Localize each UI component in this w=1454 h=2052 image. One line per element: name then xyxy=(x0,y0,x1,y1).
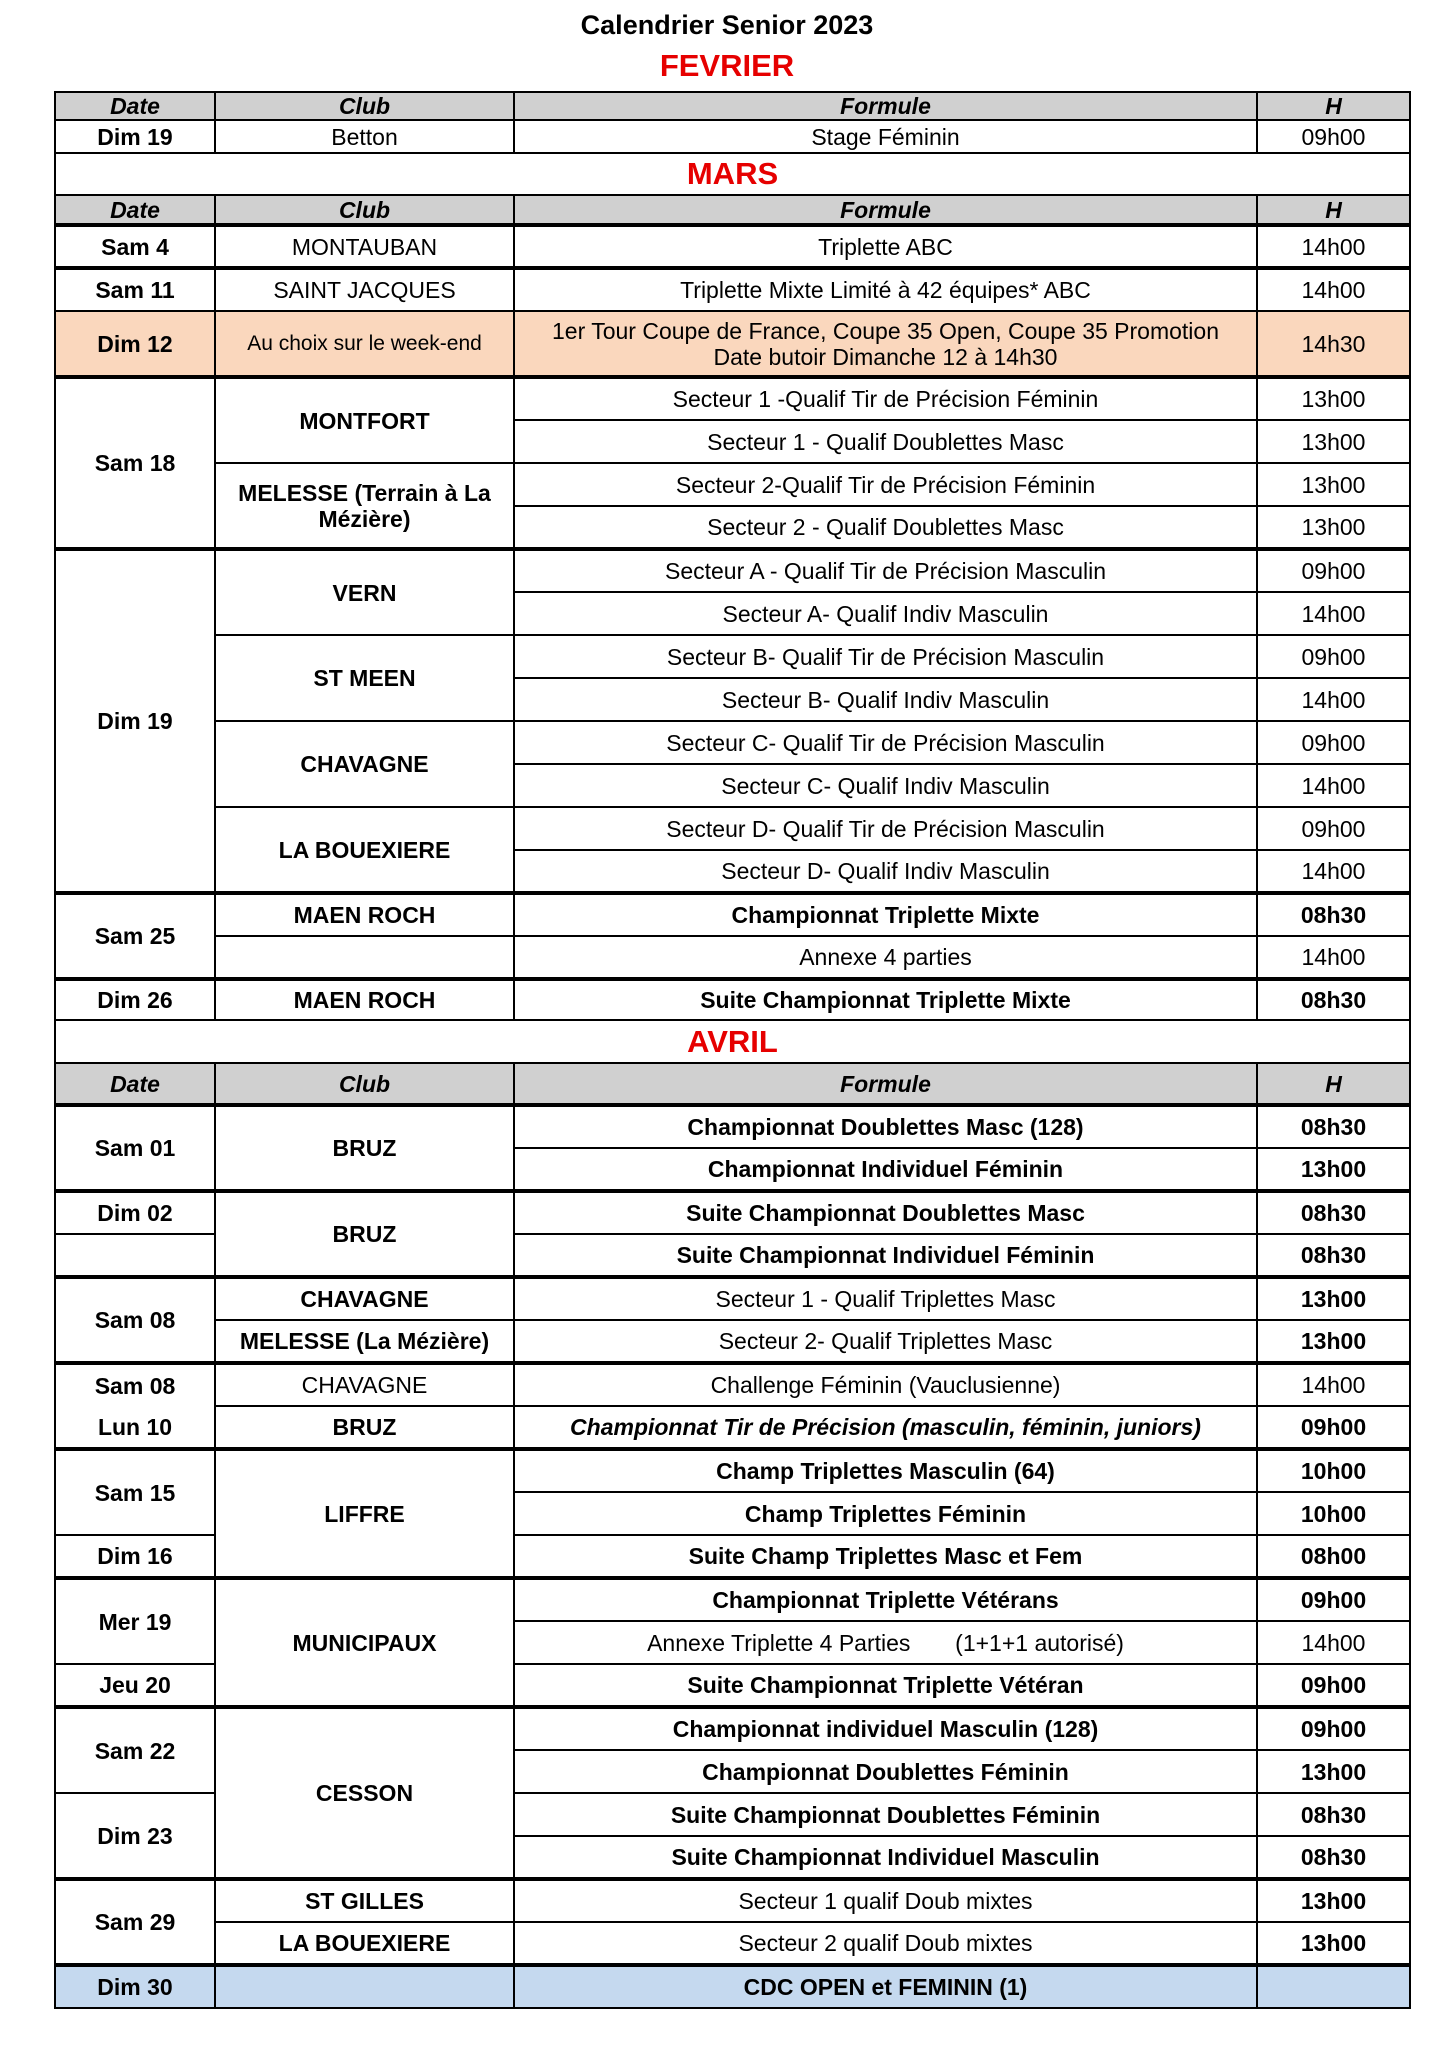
table-row xyxy=(55,225,1410,268)
time-cell: 10h00 xyxy=(1257,1492,1410,1535)
club-cell: SAINT JACQUES xyxy=(215,268,514,311)
month-row-mars xyxy=(55,153,1410,195)
time-cell: 09h00 xyxy=(1257,1578,1410,1621)
col-date-header: Date xyxy=(55,92,215,120)
table-row xyxy=(55,1105,1410,1148)
club-cell xyxy=(215,1965,514,2008)
formule-cell: Championnat Triplette Vétérans xyxy=(514,1578,1257,1621)
table-row xyxy=(55,893,1410,936)
time-cell: 09h00 xyxy=(1257,120,1410,153)
time-cell: 09h00 xyxy=(1257,635,1410,678)
page-title: Calendrier Senior 2023 xyxy=(580,10,874,40)
formule-cell: Annexe Triplette 4 Parties (1+1+1 autorisé) xyxy=(514,1621,1257,1664)
formule-cell: Annexe 4 parties xyxy=(514,936,1257,979)
time-cell: 13h00 xyxy=(1257,377,1410,420)
club-cell: CHAVAGNE xyxy=(215,1277,514,1320)
time-cell: 09h00 xyxy=(1257,549,1410,592)
club-cell: LIFFRE xyxy=(215,1449,514,1578)
calendar-table xyxy=(54,91,1409,2009)
col-formule-header: Formule xyxy=(514,195,1257,225)
table-row xyxy=(55,1922,1410,1965)
time-cell: 08h30 xyxy=(1257,893,1410,936)
formule-cell: Suite Championnat Triplette Vétéran xyxy=(514,1664,1257,1707)
club-cell: BRUZ xyxy=(215,1406,514,1449)
formule-cell: Secteur D- Qualif Tir de Précision Masculin xyxy=(514,807,1257,850)
col-club-header: Club xyxy=(215,92,514,120)
time-cell: 13h00 xyxy=(1257,1750,1410,1793)
club-cell: MELESSE (Terrain à La Mézière) xyxy=(215,463,514,549)
date-cell: Dim 02 xyxy=(55,1191,215,1234)
club-cell: MAEN ROCH xyxy=(215,979,514,1020)
time-cell: 14h00 xyxy=(1257,678,1410,721)
time-cell: 08h30 xyxy=(1257,1793,1410,1836)
table-row xyxy=(55,1320,1410,1363)
club-cell: BRUZ xyxy=(215,1191,514,1277)
time-cell: 13h00 xyxy=(1257,506,1410,549)
header-row xyxy=(55,92,1410,120)
club-cell: MONTFORT xyxy=(215,377,514,463)
time-cell: 09h00 xyxy=(1257,1707,1410,1750)
formule-cell: Secteur B- Qualif Indiv Masculin xyxy=(514,678,1257,721)
club-cell: Betton xyxy=(215,120,514,153)
table-row xyxy=(55,1363,1410,1406)
formule-cell: Suite Championnat Individuel Féminin xyxy=(514,1234,1257,1277)
header-row xyxy=(55,1063,1410,1105)
formule-cell: Championnat Doublettes Masc (128) xyxy=(514,1105,1257,1148)
time-cell: 09h00 xyxy=(1257,1406,1410,1449)
time-cell: 08h30 xyxy=(1257,1105,1410,1148)
date-cell: Lun 10 xyxy=(55,1406,215,1449)
formule-cell: Challenge Féminin (Vauclusienne) xyxy=(514,1363,1257,1406)
table-row xyxy=(55,936,1410,979)
table-row xyxy=(55,1406,1410,1449)
col-formule-header: Formule xyxy=(514,92,1257,120)
time-cell: 13h00 xyxy=(1257,420,1410,463)
time-cell: 08h30 xyxy=(1257,1234,1410,1277)
time-cell: 14h00 xyxy=(1257,764,1410,807)
club-cell xyxy=(215,936,514,979)
time-cell: 09h00 xyxy=(1257,807,1410,850)
time-cell: 14h00 xyxy=(1257,268,1410,311)
date-cell: Sam 18 xyxy=(55,377,215,549)
club-cell: MONTAUBAN xyxy=(215,225,514,268)
time-cell: 13h00 xyxy=(1257,1879,1410,1922)
month-mars: MARS xyxy=(55,153,1410,195)
formule-cell: Championnat Triplette Mixte xyxy=(514,893,1257,936)
formule-cell: Suite Championnat Triplette Mixte xyxy=(514,979,1257,1020)
date-cell: Sam 15 xyxy=(55,1449,215,1535)
formule-cell: Secteur A - Qualif Tir de Précision Masculin xyxy=(514,549,1257,592)
time-cell: 08h30 xyxy=(1257,979,1410,1020)
date-cell: Sam 08 xyxy=(55,1277,215,1363)
formule-cell: Suite Championnat Doublettes Masc xyxy=(514,1191,1257,1234)
club-cell: VERN xyxy=(215,549,514,635)
time-cell: 14h00 xyxy=(1257,936,1410,979)
table-row xyxy=(55,463,1410,506)
date-cell: Sam 22 xyxy=(55,1707,215,1793)
time-cell: 13h00 xyxy=(1257,463,1410,506)
club-cell: MUNICIPAUX xyxy=(215,1578,514,1707)
formule-cell: Secteur C- Qualif Indiv Masculin xyxy=(514,764,1257,807)
formule-cell: Secteur 1 - Qualif Triplettes Masc xyxy=(514,1277,1257,1320)
formule-cell: CDC OPEN et FEMININ (1) xyxy=(514,1965,1257,2008)
formule-line: 1er Tour Coupe de France, Coupe 35 Open, Coupe 35 Promotion xyxy=(552,317,1219,344)
col-club-header: Club xyxy=(215,1063,514,1105)
club-cell: MAEN ROCH xyxy=(215,893,514,936)
month-avril: AVRIL xyxy=(55,1020,1410,1063)
formule-cell: Triplette Mixte Limité à 42 équipes* ABC xyxy=(514,268,1257,311)
date-cell: Dim 26 xyxy=(55,979,215,1020)
formule-cell: Championnat individuel Masculin (128) xyxy=(514,1707,1257,1750)
time-cell: 14h00 xyxy=(1257,592,1410,635)
formule-cell: Secteur 2 qualif Doub mixtes xyxy=(514,1922,1257,1965)
table-row xyxy=(55,635,1410,678)
date-cell: Dim 12 xyxy=(55,311,215,377)
date-cell: Dim 19 xyxy=(55,120,215,153)
col-formule-header: Formule xyxy=(514,1063,1257,1105)
formule-cell: Champ Triplettes Masculin (64) xyxy=(514,1449,1257,1492)
month-row-avril xyxy=(55,1020,1410,1063)
col-date-header: Date xyxy=(55,1063,215,1105)
time-cell: 13h00 xyxy=(1257,1922,1410,1965)
table-row xyxy=(55,311,1410,377)
club-cell: LA BOUEXIERE xyxy=(215,1922,514,1965)
table-row xyxy=(55,807,1410,850)
date-cell: Dim 23 xyxy=(55,1793,215,1879)
time-cell: 08h00 xyxy=(1257,1535,1410,1578)
club-cell: CHAVAGNE xyxy=(215,721,514,807)
date-cell: Sam 29 xyxy=(55,1879,215,1965)
time-cell: 09h00 xyxy=(1257,1664,1410,1707)
time-cell: 10h00 xyxy=(1257,1449,1410,1492)
formule-cell: Secteur 1 -Qualif Tir de Précision Féminin xyxy=(514,377,1257,420)
table-row xyxy=(55,1578,1410,1621)
time-cell: 14h00 xyxy=(1257,225,1410,268)
table-row xyxy=(55,268,1410,311)
club-cell: ST GILLES xyxy=(215,1879,514,1922)
month-fevrier: FEVRIER xyxy=(659,48,795,83)
header-row xyxy=(55,195,1410,225)
club-cell: CHAVAGNE xyxy=(215,1363,514,1406)
formule-cell: Secteur 2- Qualif Triplettes Masc xyxy=(514,1320,1257,1363)
time-cell: 14h00 xyxy=(1257,1363,1410,1406)
formule-cell: Secteur D- Qualif Indiv Masculin xyxy=(514,850,1257,893)
formule-cell: Suite Championnat Individuel Masculin xyxy=(514,1836,1257,1879)
formule-cell xyxy=(514,311,1257,377)
col-h-header: H xyxy=(1257,1063,1410,1105)
club-cell: BRUZ xyxy=(215,1105,514,1191)
club-cell: Au choix sur le week-end xyxy=(215,311,514,377)
date-cell: Dim 30 xyxy=(55,1965,215,2008)
time-cell: 09h00 xyxy=(1257,721,1410,764)
table-row xyxy=(55,1449,1410,1492)
table-row xyxy=(55,549,1410,592)
club-cell: MELESSE (La Mézière) xyxy=(215,1320,514,1363)
time-cell: 14h00 xyxy=(1257,1621,1410,1664)
club-cell: LA BOUEXIERE xyxy=(215,807,514,893)
table-row xyxy=(55,979,1410,1020)
formule-cell: Suite Championnat Doublettes Féminin xyxy=(514,1793,1257,1836)
date-cell: Dim 16 xyxy=(55,1535,215,1578)
time-cell: 14h00 xyxy=(1257,850,1410,893)
date-cell: Dim 19 xyxy=(55,549,215,893)
date-cell: Sam 08 xyxy=(55,1363,215,1406)
time-cell: 08h30 xyxy=(1257,1836,1410,1879)
formule-cell: Secteur 2-Qualif Tir de Précision Féminin xyxy=(514,463,1257,506)
date-cell xyxy=(55,1234,215,1277)
formule-cell: Secteur 1 - Qualif Doublettes Masc xyxy=(514,420,1257,463)
formule-line: Date butoir Dimanche 12 à 14h30 xyxy=(713,343,1058,370)
formule-cell: Championnat Tir de Précision (masculin, féminin, juniors) xyxy=(514,1406,1257,1449)
time-cell: 13h00 xyxy=(1257,1320,1410,1363)
date-cell: Sam 4 xyxy=(55,225,215,268)
formule-cell: Champ Triplettes Féminin xyxy=(514,1492,1257,1535)
formule-cell: Suite Champ Triplettes Masc et Fem xyxy=(514,1535,1257,1578)
time-cell: 13h00 xyxy=(1257,1148,1410,1191)
formule-cell: Stage Féminin xyxy=(514,120,1257,153)
formule-cell: Secteur 1 qualif Doub mixtes xyxy=(514,1879,1257,1922)
date-cell: Sam 01 xyxy=(55,1105,215,1191)
date-cell: Sam 25 xyxy=(55,893,215,979)
formule-cell: Secteur A- Qualif Indiv Masculin xyxy=(514,592,1257,635)
table-row xyxy=(55,120,1410,153)
date-cell: Jeu 20 xyxy=(55,1664,215,1707)
table-row xyxy=(55,1277,1410,1320)
formule-cell: Secteur C- Qualif Tir de Précision Masculin xyxy=(514,721,1257,764)
time-cell: 08h30 xyxy=(1257,1191,1410,1234)
time-cell: 13h00 xyxy=(1257,1277,1410,1320)
formule-cell: Secteur 2 - Qualif Doublettes Masc xyxy=(514,506,1257,549)
formule-cell: Triplette ABC xyxy=(514,225,1257,268)
time-cell: 14h30 xyxy=(1257,311,1410,377)
table-row xyxy=(55,1965,1410,2008)
formule-cell: Championnat Individuel Féminin xyxy=(514,1148,1257,1191)
col-h-header: H xyxy=(1257,195,1410,225)
table-row xyxy=(55,1879,1410,1922)
time-cell xyxy=(1257,1965,1410,2008)
date-cell: Mer 19 xyxy=(55,1578,215,1664)
formule-cell: Championnat Doublettes Féminin xyxy=(514,1750,1257,1793)
formule-cell: Secteur B- Qualif Tir de Précision Masculin xyxy=(514,635,1257,678)
col-date-header: Date xyxy=(55,195,215,225)
col-club-header: Club xyxy=(215,195,514,225)
table-row xyxy=(55,377,1410,420)
table-row xyxy=(55,721,1410,764)
club-cell: CESSON xyxy=(215,1707,514,1879)
table-row xyxy=(55,1191,1410,1234)
table-row xyxy=(55,1707,1410,1750)
col-h-header: H xyxy=(1257,92,1410,120)
date-cell: Sam 11 xyxy=(55,268,215,311)
club-cell: ST MEEN xyxy=(215,635,514,721)
